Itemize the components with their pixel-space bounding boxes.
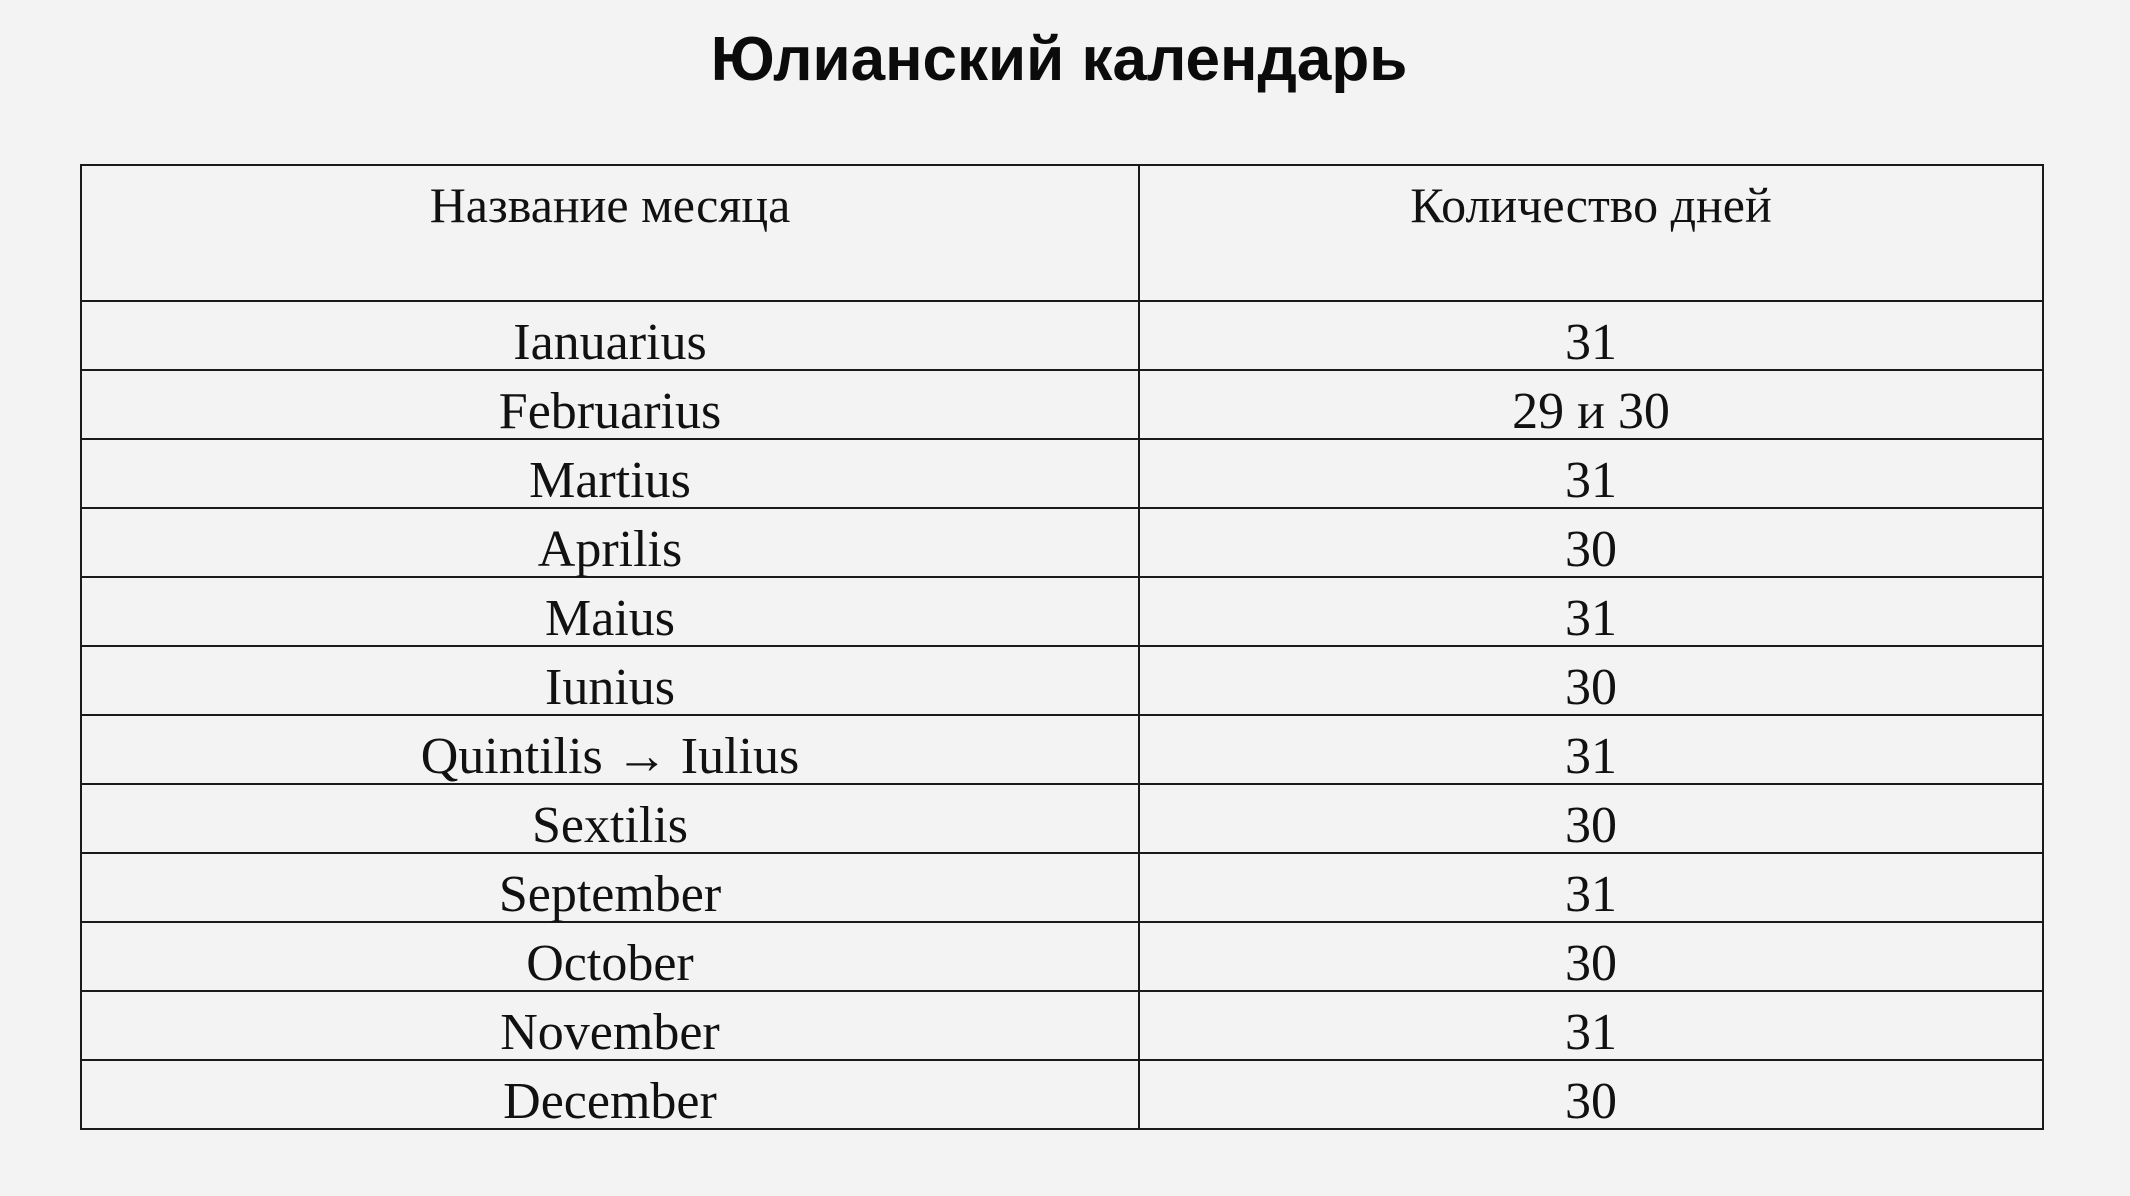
header-day-count: Количество дней xyxy=(1139,165,2043,301)
day-count: 30 xyxy=(1565,521,1617,578)
day-count-cell xyxy=(1139,991,2043,1060)
day-count: 31 xyxy=(1565,452,1617,509)
day-count-cell xyxy=(1139,646,2043,715)
table-row xyxy=(81,370,2043,439)
day-count-cell xyxy=(1139,922,2043,991)
month-name: November xyxy=(500,1004,720,1061)
day-count: 29 и 30 xyxy=(1512,383,1670,440)
table-row xyxy=(81,991,2043,1060)
julian-calendar-table xyxy=(80,164,2044,1130)
day-count-cell xyxy=(1139,715,2043,784)
month-name: Maius xyxy=(545,590,675,647)
day-count: 31 xyxy=(1565,866,1617,923)
day-count: 31 xyxy=(1565,590,1617,647)
month-name-cell xyxy=(81,784,1139,853)
table-row xyxy=(81,1060,2043,1129)
month-name-cell xyxy=(81,715,1139,784)
month-name-cell xyxy=(81,1060,1139,1129)
month-name-cell xyxy=(81,991,1139,1060)
month-name: Martius xyxy=(529,452,691,509)
month-name: September xyxy=(498,866,722,923)
day-count-cell xyxy=(1139,784,2043,853)
table-row xyxy=(81,853,2043,922)
table-row xyxy=(81,715,2043,784)
month-name: Quintilis → Iulius xyxy=(420,728,800,785)
month-name-cell xyxy=(81,577,1139,646)
day-count: 31 xyxy=(1565,728,1617,785)
month-name: Ianuarius xyxy=(513,314,707,371)
month-name: October xyxy=(526,935,694,992)
month-name-cell xyxy=(81,922,1139,991)
month-name: Februarius xyxy=(498,383,722,440)
header-month-name: Название месяца xyxy=(81,165,1139,301)
day-count: 31 xyxy=(1565,1004,1617,1061)
month-name: Sextilis xyxy=(531,797,689,854)
day-count-cell xyxy=(1139,439,2043,508)
day-count-cell xyxy=(1139,1060,2043,1129)
day-count-cell xyxy=(1139,508,2043,577)
day-count-cell xyxy=(1139,370,2043,439)
page-title-text: Юлианский календарь xyxy=(710,25,1408,94)
table-row xyxy=(81,508,2043,577)
day-count: 30 xyxy=(1565,797,1617,854)
month-name-cell xyxy=(81,301,1139,370)
table-row xyxy=(81,646,2043,715)
month-name-cell xyxy=(81,853,1139,922)
day-count: 30 xyxy=(1565,935,1617,992)
day-count: 31 xyxy=(1565,314,1617,371)
table-row xyxy=(81,301,2043,370)
table-header-row xyxy=(81,165,2043,301)
day-count-cell xyxy=(1139,853,2043,922)
month-name: Aprilis xyxy=(537,521,683,578)
table-row xyxy=(81,439,2043,508)
day-count: 30 xyxy=(1565,1073,1617,1130)
table-row xyxy=(81,922,2043,991)
table-row xyxy=(81,577,2043,646)
month-name-cell xyxy=(81,370,1139,439)
table-row xyxy=(81,784,2043,853)
month-name-cell xyxy=(81,439,1139,508)
month-name: Iunius xyxy=(545,659,675,716)
day-count-cell xyxy=(1139,301,2043,370)
page-title xyxy=(0,20,2130,100)
day-count-cell xyxy=(1139,577,2043,646)
month-name-cell xyxy=(81,646,1139,715)
month-name: December xyxy=(503,1073,717,1130)
month-name-cell xyxy=(81,508,1139,577)
day-count: 30 xyxy=(1565,659,1617,716)
